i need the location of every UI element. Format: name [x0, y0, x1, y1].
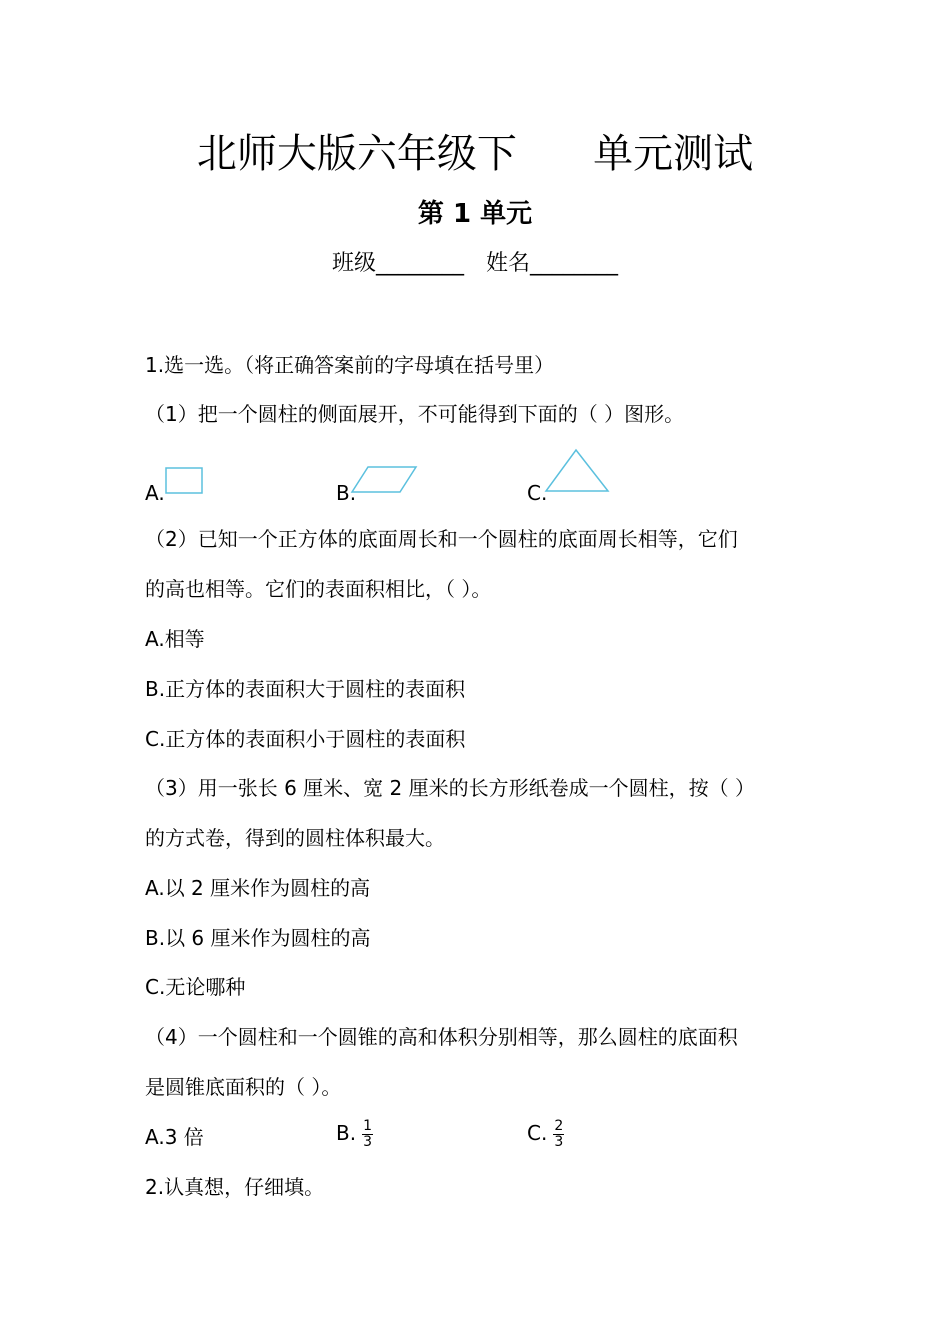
q2-text-line2: 的高也相等。它们的表面积相比，（ ）。 — [145, 577, 492, 601]
section1-heading: 1.选一选。（将正确答案前的字母填在括号里） — [145, 353, 555, 377]
parallelogram-outline-icon — [350, 464, 420, 494]
fraction-numerator: 2 — [554, 1118, 564, 1134]
square-outline-icon — [164, 466, 206, 496]
name-field: 姓名________ — [486, 251, 619, 276]
q3-option-c: C.无论哪种 — [145, 975, 246, 999]
fraction-two-thirds — [553, 1119, 564, 1150]
unit-subtitle: 第 1 单元 — [417, 199, 533, 229]
q4-option-c-prefix: C. — [527, 1121, 548, 1145]
q4-option-c — [527, 1118, 564, 1150]
q4-text-line2: 是圆锥底面积的（ ）。 — [145, 1075, 342, 1099]
q3-option-a: A.以 2 厘米作为圆柱的高 — [145, 876, 371, 900]
q3-option-b: B.以 6 厘米作为圆柱的高 — [145, 926, 371, 950]
q1-option-b: B. — [336, 481, 357, 505]
q2-option-a: A.相等 — [145, 627, 205, 651]
q1-text: （1）把一个圆柱的侧面展开，不可能得到下面的（ ）图形。 — [145, 402, 685, 426]
q1-option-c: C. — [527, 481, 548, 505]
q2-text-line1: （2）已知一个正方体的底面周长和一个圆柱的底面周长相等，它们 — [145, 527, 738, 551]
triangle-outline-icon — [543, 448, 611, 494]
section2-heading: 2.认真想，仔细填。 — [145, 1175, 325, 1199]
fraction-denominator: 3 — [363, 1134, 372, 1150]
q2-option-b: B.正方体的表面积大于圆柱的表面积 — [145, 677, 466, 701]
q4-text-line1: （4）一个圆柱和一个圆锥的高和体积分别相等，那么圆柱的底面积 — [145, 1025, 738, 1049]
q1-option-a: A. — [145, 481, 165, 505]
class-field: 班级________ — [331, 251, 464, 276]
fraction-numerator: 1 — [363, 1118, 372, 1134]
student-info-line — [0, 248, 950, 280]
q4-option-b-prefix: B. — [336, 1121, 357, 1145]
q3-text-line1: （3）用一张长 6 厘米、宽 2 厘米的长方形纸卷成一个圆柱，按（ ） — [145, 776, 755, 800]
q4-option-a: A.3 倍 — [145, 1125, 204, 1149]
q4-option-b — [336, 1118, 373, 1150]
q2-option-c: C.正方体的表面积小于圆柱的表面积 — [145, 727, 466, 751]
page-title: 北师大版六年级下 单元测试 — [196, 131, 754, 177]
q3-text-line2: 的方式卷，得到的圆柱体积最大。 — [145, 826, 445, 850]
fraction-one-third — [362, 1119, 373, 1150]
fraction-denominator: 3 — [554, 1134, 564, 1150]
